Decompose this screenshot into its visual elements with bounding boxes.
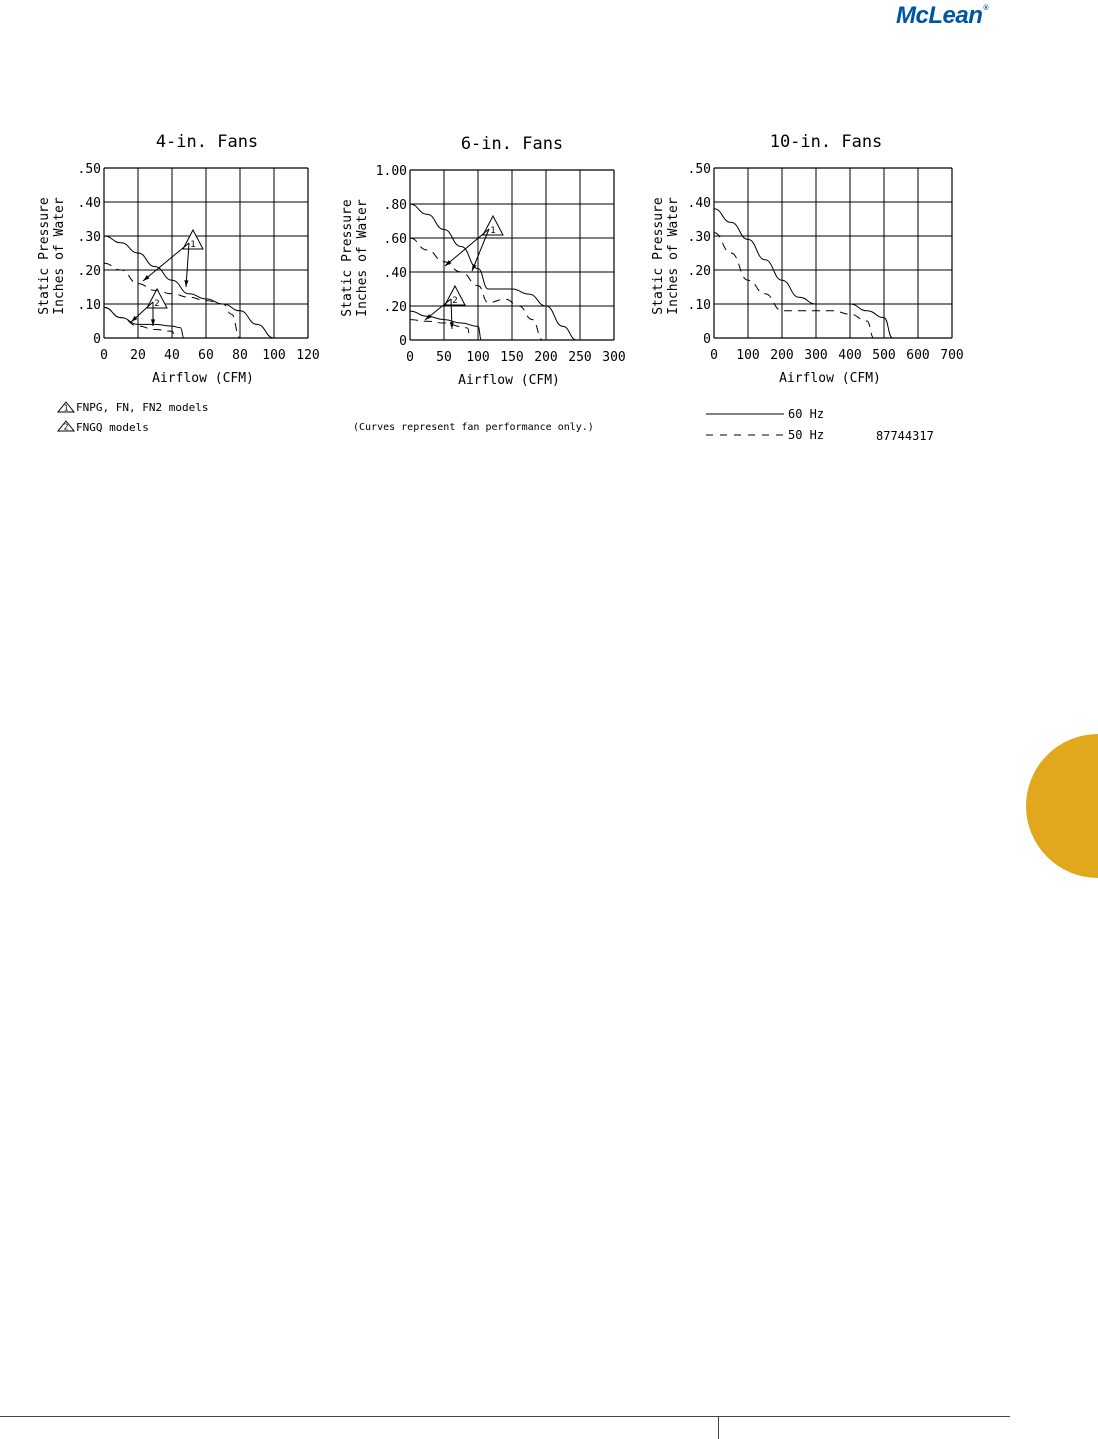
line-style-legend — [706, 407, 824, 442]
x-tick-label: 50 — [436, 350, 452, 365]
y-tick-label: .40 — [383, 266, 407, 281]
x-tick-label: 120 — [296, 348, 320, 363]
chart-title: 6-in. Fans — [460, 134, 564, 154]
x-tick-label: 0 — [406, 350, 414, 365]
registered-mark: ® — [983, 5, 989, 12]
footer-rule — [0, 1416, 1010, 1417]
x-tick-label: 100 — [466, 350, 490, 365]
series-60-hz-group-1 — [104, 236, 274, 338]
legend-solid-label: 60 Hz — [788, 407, 825, 421]
x-tick-label: 200 — [534, 350, 558, 365]
y-tick-label: .50 — [687, 162, 711, 177]
x-tick-label: 100 — [262, 348, 286, 363]
section-tab — [1026, 734, 1098, 878]
y-axis-label-units: Inches of Water — [355, 199, 370, 317]
x-axis-label: Airflow (CFM) — [152, 371, 254, 386]
callout-1 — [143, 230, 203, 287]
y-tick-label: .10 — [77, 298, 101, 313]
chart-4in-fans — [37, 132, 320, 386]
callout-arrowhead-icon — [151, 319, 155, 326]
y-tick-label: 0 — [399, 334, 407, 349]
drawing-number: 87744317 — [876, 429, 934, 443]
y-tick-label: .10 — [687, 298, 711, 313]
callout-legend-2 — [58, 421, 149, 434]
y-axis-label: Static Pressure — [37, 197, 52, 315]
y-tick-label: 0 — [93, 332, 101, 347]
x-tick-label: 150 — [500, 350, 524, 365]
x-tick-label: 600 — [906, 348, 930, 363]
series-60-hz-group-2 — [410, 311, 481, 340]
x-axis-label: Airflow (CFM) — [779, 371, 881, 386]
y-tick-label: .50 — [77, 162, 101, 177]
callout-number: 1 — [490, 226, 496, 236]
callout-legend-1 — [58, 401, 208, 414]
brand-logo-text: McLean — [896, 2, 983, 29]
series-50-hz-group-2 — [104, 307, 175, 338]
series-60-hz — [714, 209, 893, 338]
y-tick-label: .40 — [77, 196, 101, 211]
callout-number: 1 — [190, 240, 196, 250]
chart-6in-fans — [340, 134, 626, 388]
callout-2 — [131, 289, 167, 326]
x-tick-label: 700 — [940, 348, 964, 363]
x-tick-label: 20 — [130, 348, 146, 363]
callout-number: 2 — [154, 299, 160, 309]
callout-1 — [445, 216, 503, 271]
x-tick-label: 80 — [232, 348, 248, 363]
callout-leader-line — [472, 229, 489, 271]
callout-number: 1 — [63, 403, 69, 413]
y-tick-label: .30 — [77, 230, 101, 245]
x-tick-label: 40 — [164, 348, 180, 363]
x-tick-label: 500 — [872, 348, 896, 363]
y-tick-label: .30 — [687, 230, 711, 245]
callout-2-text: FNGQ models — [76, 421, 149, 434]
chart-title: 10-in. Fans — [769, 132, 883, 152]
x-axis-label: Airflow (CFM) — [458, 373, 560, 388]
series-50-hz-group-1 — [410, 238, 543, 340]
callout-number: 2 — [63, 422, 69, 432]
y-axis-label: Static Pressure — [651, 197, 666, 315]
footer-divider — [718, 1416, 719, 1439]
x-tick-label: 300 — [602, 350, 626, 365]
chart-title: 4-in. Fans — [155, 132, 259, 152]
x-tick-label: 0 — [710, 348, 718, 363]
y-tick-label: 0 — [703, 332, 711, 347]
y-axis-label-units: Inches of Water — [52, 197, 67, 315]
x-tick-label: 300 — [804, 348, 828, 363]
y-axis-label-units: Inches of Water — [666, 197, 681, 315]
y-tick-label: .40 — [687, 196, 711, 211]
callout-leader-line — [445, 229, 489, 266]
x-tick-label: 100 — [736, 348, 760, 363]
x-tick-label: 250 — [568, 350, 592, 365]
fan-performance-figure — [0, 0, 1098, 470]
y-tick-label: 1.00 — [375, 164, 407, 179]
y-tick-label: .60 — [383, 232, 407, 247]
callout-number: 2 — [452, 296, 458, 306]
callout-arrowhead-icon — [450, 322, 454, 329]
y-tick-label: .20 — [77, 264, 101, 279]
y-tick-label: .20 — [383, 300, 407, 315]
callout-1-text: FNPG, FN, FN2 models — [76, 401, 209, 414]
y-tick-label: .80 — [383, 198, 407, 213]
x-tick-label: 60 — [198, 348, 214, 363]
x-tick-label: 200 — [770, 348, 794, 363]
legend-dashed-label: 50 Hz — [788, 428, 825, 442]
x-tick-label: 400 — [838, 348, 862, 363]
curves-note: (Curves represent fan performance only.) — [353, 422, 594, 433]
y-tick-label: .20 — [687, 264, 711, 279]
x-tick-label: 0 — [100, 348, 108, 363]
callout-leader-line — [143, 243, 189, 281]
y-axis-label: Static Pressure — [340, 199, 355, 317]
chart-10in-fans — [651, 132, 964, 386]
